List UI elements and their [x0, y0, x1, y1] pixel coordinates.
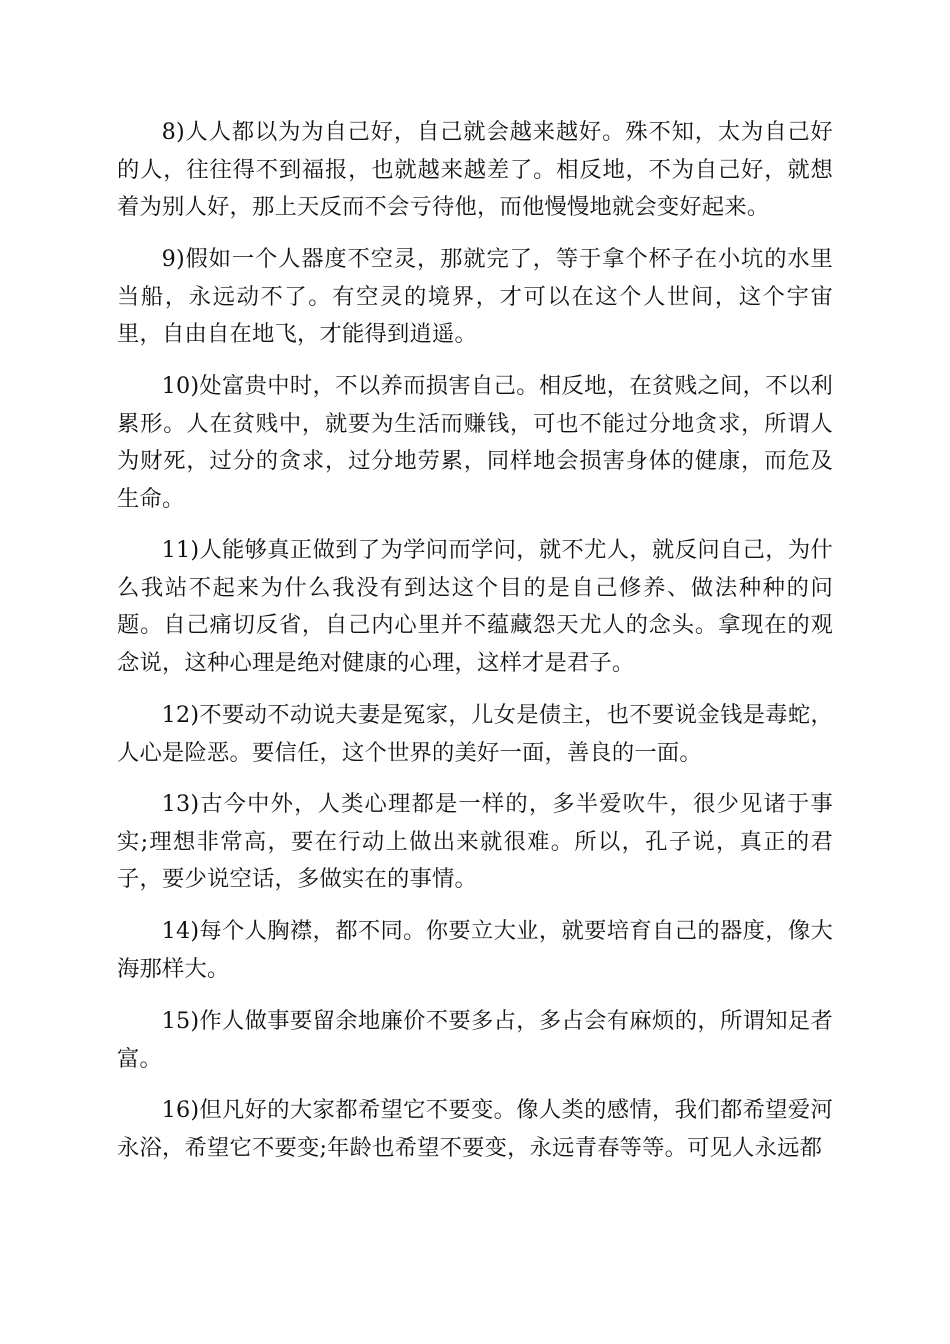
- paragraph-16: 16)但凡好的大家都希望它不要变。像人类的感情，我们都希望爱河永浴，希望它不要变;年龄也希望不要变，永远青春等等。可见人永远都: [117, 1097, 833, 1161]
- paragraph-8: 8)人人都以为为自己好，自己就会越来越好。殊不知，太为自己好的人，往往得不到福报，也就越来越差了。相反地，不为自己好，就想着为别人好，那上天反而不会亏待他，而他慢慢地就会变好起来。: [117, 119, 833, 220]
- paragraph-14: 14)每个人胸襟，都不同。你要立大业，就要培育自己的器度，像大海那样大。: [117, 918, 833, 982]
- paragraph-15: 15)作人做事要留余地廉价不要多占，多占会有麻烦的，所谓知足者富。: [117, 1008, 833, 1072]
- paragraph-12: 12)不要动不动说夫妻是冤家，儿女是债主，也不要说金钱是毒蛇，人心是险恶。要信任，这个世界的美好一面，善良的一面。: [117, 702, 833, 766]
- paragraph-9: 9)假如一个人器度不空灵，那就完了，等于拿个杯子在小坑的水里当船，永远动不了。有空灵的境界，才可以在这个人世间，这个宇宙里，自由自在地飞，才能得到逍遥。: [117, 246, 833, 347]
- paragraph-11: 11)人能够真正做到了为学问而学问，就不尤人，就反问自己，为什么我站不起来为什么我没有到达这个目的是自己修养、做法种种的问题。自己痛切反省，自己内心里并不蕴藏怨天尤人的念头。拿现在的观念说，这种心理是绝对健康的心理，这样才是君子。: [117, 537, 833, 676]
- paragraph-10: 10)处富贵中时，不以养而损害自己。相反地，在贫贱之间，不以利累形。人在贫贱中，就要为生活而赚钱，可也不能过分地贪求，所谓人为财死，过分的贪求，过分地劳累，同样地会损害身体的健康，而危及生命。: [117, 373, 833, 512]
- paragraph-13: 13)古今中外，人类心理都是一样的，多半爱吹牛，很少见诸于事实;理想非常高，要在行动上做出来就很难。所以，孔子说，真正的君子，要少说空话，多做实在的事情。: [117, 791, 833, 892]
